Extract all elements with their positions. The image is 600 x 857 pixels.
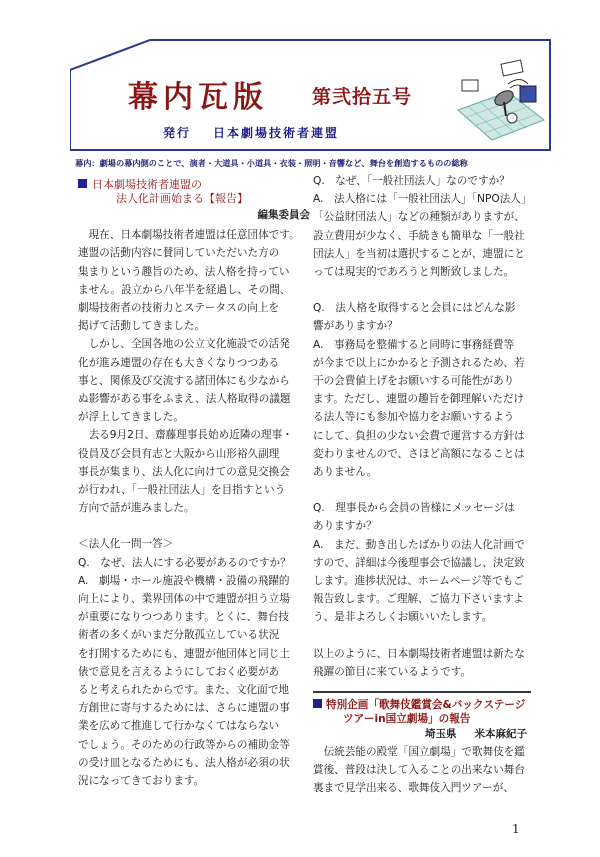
text-line: A. 事務局を整備すると同時に事務経費等: [313, 338, 515, 351]
text-line: ありますか？: [313, 520, 377, 533]
text-line: 掲げて活動してきました。: [78, 320, 206, 333]
text-line: しかし、全国各地の公立文化施設での活発: [78, 338, 290, 351]
text-line: 響がありますか？: [313, 320, 398, 333]
publisher-name: 日本劇場技術者連盟: [213, 126, 340, 140]
text-line: 団法人」を当初は選択することが、連盟にと: [313, 247, 525, 260]
text-line: 化が進み連盟の存在も大きくなりつつある: [78, 356, 280, 369]
newsletter-title: 幕内瓦版: [128, 80, 268, 115]
qa-block: [313, 299, 531, 481]
text-line: 向上により、業界団体の中で連盟が担う立場: [78, 593, 290, 606]
section-divider: [313, 691, 531, 693]
text-line: ません。設立から八年半を経過し、その間、: [78, 283, 291, 296]
article2-byline: 埼玉県 米本麻紀子: [425, 728, 527, 741]
text-line: が重要になりつつあります。とくに、舞台技: [78, 611, 290, 624]
qa-block: [313, 499, 531, 626]
text-line: の受け皿となるためにも、法人格が必須の状: [78, 756, 290, 769]
text-line: が行われ、「一般社団法人」を目指すという: [78, 484, 286, 497]
text-line: 劇場技術者の技術力とステータスの向上を: [78, 302, 280, 315]
text-line: 飛躍の節目に来ているようです。: [313, 665, 472, 678]
text-line: にして、負担の少ない会費で運営する方針は: [313, 429, 525, 442]
text-line: う、是非よろしくお願いいたします。: [313, 611, 493, 624]
article1-byline: 編集委員会: [257, 209, 310, 221]
text-line: 術者の多くがいまだ分散孤立している状況: [78, 629, 280, 642]
publisher-prefix: 発行: [163, 126, 192, 140]
text-line: ると考えられたからです。また、文化面で地: [78, 684, 289, 697]
qa-section-title: ＜法人化一問一答＞: [78, 538, 174, 551]
text-line: 現在、日本劇場技術者連盟は任意団体です。: [78, 229, 300, 242]
text-line: 集まりという趣旨のため、法人格を持ってい: [78, 265, 290, 278]
article1-paragraph: [78, 335, 310, 426]
text-line: 況になってきております。: [78, 775, 205, 788]
text-line: します。進捗状況は、ホームページ等でもご: [313, 575, 524, 588]
text-line: 連盟の活動内容に賛同していただいた方の: [78, 247, 280, 260]
text-line: 裏まで見学出来る、歌舞伎入門ツアーが、: [313, 782, 514, 795]
text-line: ます。ただし、連盟の趣旨を御理解いただけ: [313, 393, 525, 406]
article2-heading: 特別企画「歌舞伎鑑賞会&バックステージ ツアーin国立劇場」の報告: [313, 698, 531, 726]
text-line: 事と、関係及び交流する諸団体にも少なから: [78, 374, 290, 387]
text-line: 変わりませんので、さほど高額になることは: [313, 447, 525, 460]
text-line: を打開するためにも、連盟が他団体と同じ土: [78, 647, 290, 660]
text-line: でしょう。そのための行政等からの補助金等: [78, 738, 290, 751]
qa-block: [78, 554, 310, 791]
article1-paragraph: [78, 226, 310, 335]
right-column: [313, 172, 531, 798]
square-bullet-icon: [313, 699, 322, 708]
text-line: ありません。: [313, 466, 378, 479]
text-line: 「公益財団法人」などの種類がありますが、: [313, 211, 525, 224]
text-line: Q. 理事長から会員の皆様にメッセージは: [313, 502, 515, 515]
text-line: 伝統芸能の殿堂「国立劇場」で歌舞伎を鑑: [313, 746, 525, 759]
text-line: 設立費用が少なく、手続きも簡単な「一般社: [313, 229, 525, 242]
issue-number: 第弐拾五号: [312, 86, 413, 108]
text-line: すので、詳細は今後理事会で協議し、決定致: [313, 556, 525, 569]
text-line: 業を広めて推進して行かなくてはならない: [78, 720, 280, 733]
text-line: 俵で意見を言えるようにしておく必要があ: [78, 665, 280, 678]
page-number: 1: [512, 822, 520, 836]
text-line: が浮上してきました。: [78, 411, 184, 424]
closing-paragraph: [313, 645, 531, 681]
text-line: る法人等にも参加や協力をお願いするよう: [313, 411, 515, 424]
makuuchi-definition: 幕内：劇場の幕内側のことで、演者・大道具・小道具・衣装・照明・音響など、舞台を創造するものの総称: [75, 158, 468, 168]
left-column: [78, 178, 310, 790]
text-line: A. 劇場・ホール施設や機構・設備の飛躍的: [78, 574, 290, 587]
text-line: 賞後、普段は決して入ることの出来ない舞台: [313, 764, 525, 777]
text-line: Q. なぜ、「一般社団法人」なのですか？: [313, 175, 510, 187]
text-line: 方向で話が進みました。: [78, 502, 195, 515]
text-line: 干の会費値上げをお願いする可能性があり: [313, 375, 515, 388]
text-line: 事長が集まり、法人化に向けての意見交換会: [78, 465, 290, 478]
publisher-line: [163, 124, 339, 141]
text-line: 報告致します。ご理解、ご協力下さいますよ: [313, 593, 525, 606]
text-line: 去る9月2日、齋藤理事長始め近隣の理事・: [78, 429, 293, 442]
text-line: っては現実的であろうと判断致しました。: [313, 266, 515, 279]
text-line: 以上のように、日本劇場技術者連盟は新たな: [313, 647, 525, 660]
article1-heading: 日本劇場技術者連盟の 法人化計画始まる【報告】: [78, 178, 310, 206]
text-line: A. 法人格には「一般社団法人」「NPO法人」: [313, 193, 532, 206]
article1-paragraph: [78, 426, 310, 517]
text-line: 役員及び会員有志と大阪から山形裕久副理: [78, 447, 280, 460]
text-line: A. まだ、動き出したばかりの法人化計画で: [313, 538, 525, 551]
qa-block: [313, 172, 531, 281]
square-bullet-icon: [78, 179, 87, 188]
satellite-dish-icon: [452, 58, 547, 143]
text-line: ぬ影響がある事をふまえ、法人格取得の議題: [78, 393, 291, 406]
text-line: Q. なぜ、法人にする必要があるのですか？: [78, 556, 291, 569]
text-line: Q. 法人格を取得すると会員にはどんな影: [313, 302, 516, 315]
text-line: が今まで以上にかかると予測されるため、若: [313, 356, 525, 369]
article2-body: [313, 743, 531, 798]
text-line: 方創世に寄与するためには、さらに連盟の事: [78, 702, 290, 715]
